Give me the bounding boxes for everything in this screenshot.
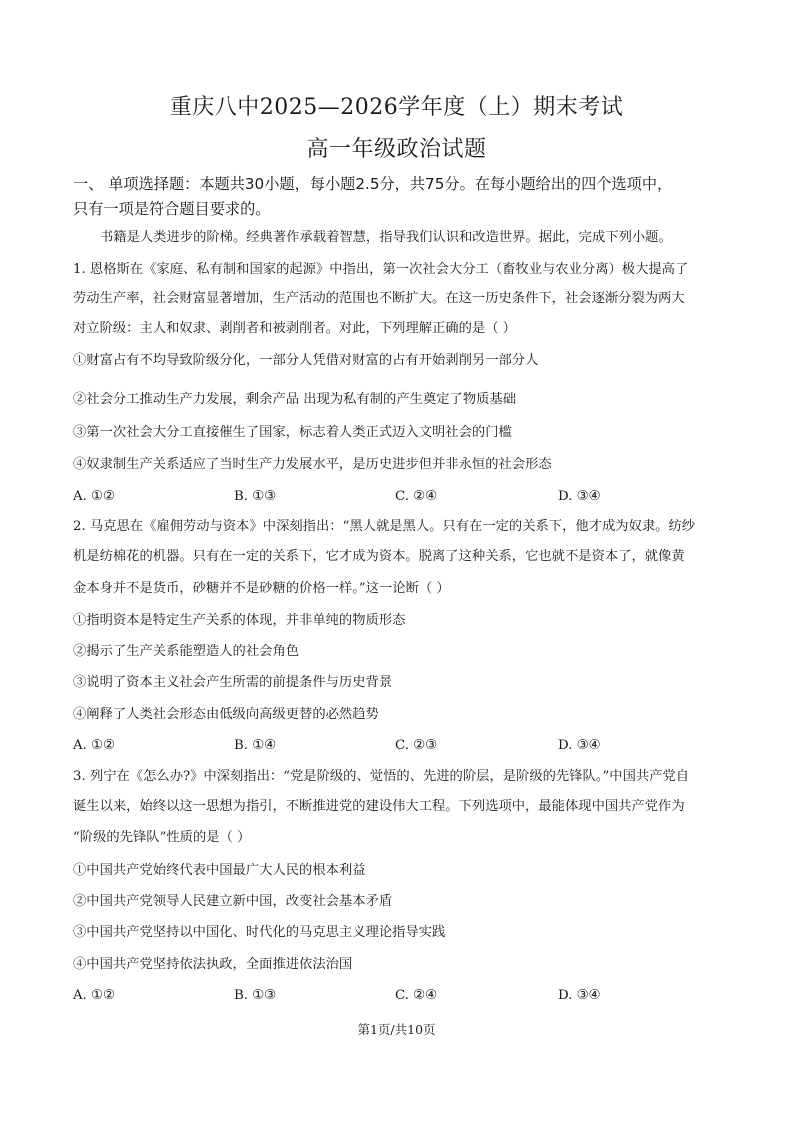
statement-item: ④阐释了人类社会形态由低级向高级更替的必然趋势 — [73, 707, 379, 722]
statement-item: ①中国共产党始终代表中国最广大人民的根本利益 — [73, 863, 366, 878]
answer-options — [73, 737, 723, 755]
question-stem-line: 3. 列宁在《怎么办?》中深刻指出：“党是阶级的、觉悟的、先进的阶层，是阶级的先锋队。”中国共产党自 — [73, 769, 690, 784]
option-d: D. ③④ — [558, 489, 601, 504]
option-c: C. ②③ — [395, 738, 437, 753]
question-stem-line: “阶级的先锋队”性质的是（ ） — [73, 830, 251, 845]
option-b: B. ①③ — [234, 988, 277, 1003]
statement-item: ②社会分工推动生产力发展，剩余产品 出现为私有制的产生奠定了物质基础 — [73, 392, 517, 407]
statement-item: ④中国共产党坚持依法执政，全面推进依法治国 — [73, 957, 353, 972]
option-c: C. ②④ — [395, 489, 437, 504]
option-a: A. ①② — [73, 988, 115, 1003]
question-stem-line: 对立阶级：主人和奴隶、剥削者和被剥削者。对此，下列理解正确的是（ ） — [73, 321, 517, 336]
reading-intro: 书籍是人类进步的阶梯。经典著作承载着智慧，指导我们认识和改造世界。据此，完成下列小题。 — [100, 230, 672, 245]
option-a: A. ①② — [73, 738, 115, 753]
statement-item: ③说明了资本主义社会产生所需的前提条件与历史背景 — [73, 675, 393, 690]
statement-item: ③中国共产党坚持以中国化、时代化的马克思主义理论指导实践 — [73, 925, 446, 940]
statement-item: ①指明资本是特定生产关系的体现，并非单纯的物质形态 — [73, 613, 406, 628]
question-stem-line: 金本身并不是货币，砂糖并不是砂糖的价格一样。”这一论断（ ） — [73, 581, 450, 596]
answer-options — [73, 987, 723, 1005]
section-heading-line-1: 一、 单项选择题：本题共30小题，每小题2.5分，共75分。在每小题给出的四个选项中， — [73, 175, 673, 193]
section-heading-line-2: 只有一项是符合题目要求的。 — [73, 200, 271, 218]
statement-item: ②中国共产党领导人民建立新中国，改变社会基本矛盾 — [73, 894, 393, 909]
page-number: 第1页/共10页 — [357, 1022, 436, 1037]
option-d: D. ③④ — [558, 738, 601, 753]
statement-item: ④奴隶制生产关系适应了当时生产力发展水平，是历史进步但并非永恒的社会形态 — [73, 457, 552, 472]
option-b: B. ①③ — [234, 489, 277, 504]
question-stem-line: 1. 恩格斯在《家庭、私有制和国家的起源》中指出，第一次社会大分工（畜牧业与农业分离）极大提高了 — [73, 262, 689, 277]
option-c: C. ②④ — [395, 988, 437, 1003]
exam-subtitle: 高一年级政治试题 — [306, 137, 487, 162]
question-stem-line: 劳动生产率，社会财富显著增加，生产活动的范围也不断扩大。在这一历史条件下，社会逐渐分裂为两大 — [73, 291, 685, 306]
statement-item: ③第一次社会大分工直接催生了国家，标志着人类正式迈入文明社会的门槛 — [73, 425, 512, 440]
option-a: A. ①② — [73, 489, 115, 504]
answer-options — [73, 488, 723, 506]
exam-title: 重庆八中2025—2026学年度（上）期末考试 — [169, 95, 624, 120]
statement-item: ②揭示了生产关系能塑造人的社会角色 — [73, 644, 300, 659]
option-b: B. ①④ — [234, 738, 277, 753]
question-stem-line: 机是纺棉花的机器。只有在一定的关系下，它才成为资本。脱离了这种关系，它也就不是资本了，就像黄 — [73, 549, 685, 564]
option-d: D. ③④ — [558, 988, 601, 1003]
question-stem-line: 2. 马克思在《雇佣劳动与资本》中深刻指出：“黑人就是黑人。只有在一定的关系下，他才成为奴隶。纺纱 — [73, 519, 696, 534]
question-stem-line: 诞生以来，始终以这一思想为指引，不断推进党的建设伟大工程。下列选项中，最能体现中国共产党作为 — [73, 799, 685, 814]
statement-item: ①财富占有不均导致阶级分化，一部分人凭借对财富的占有开始剥削另一部分人 — [73, 353, 539, 368]
